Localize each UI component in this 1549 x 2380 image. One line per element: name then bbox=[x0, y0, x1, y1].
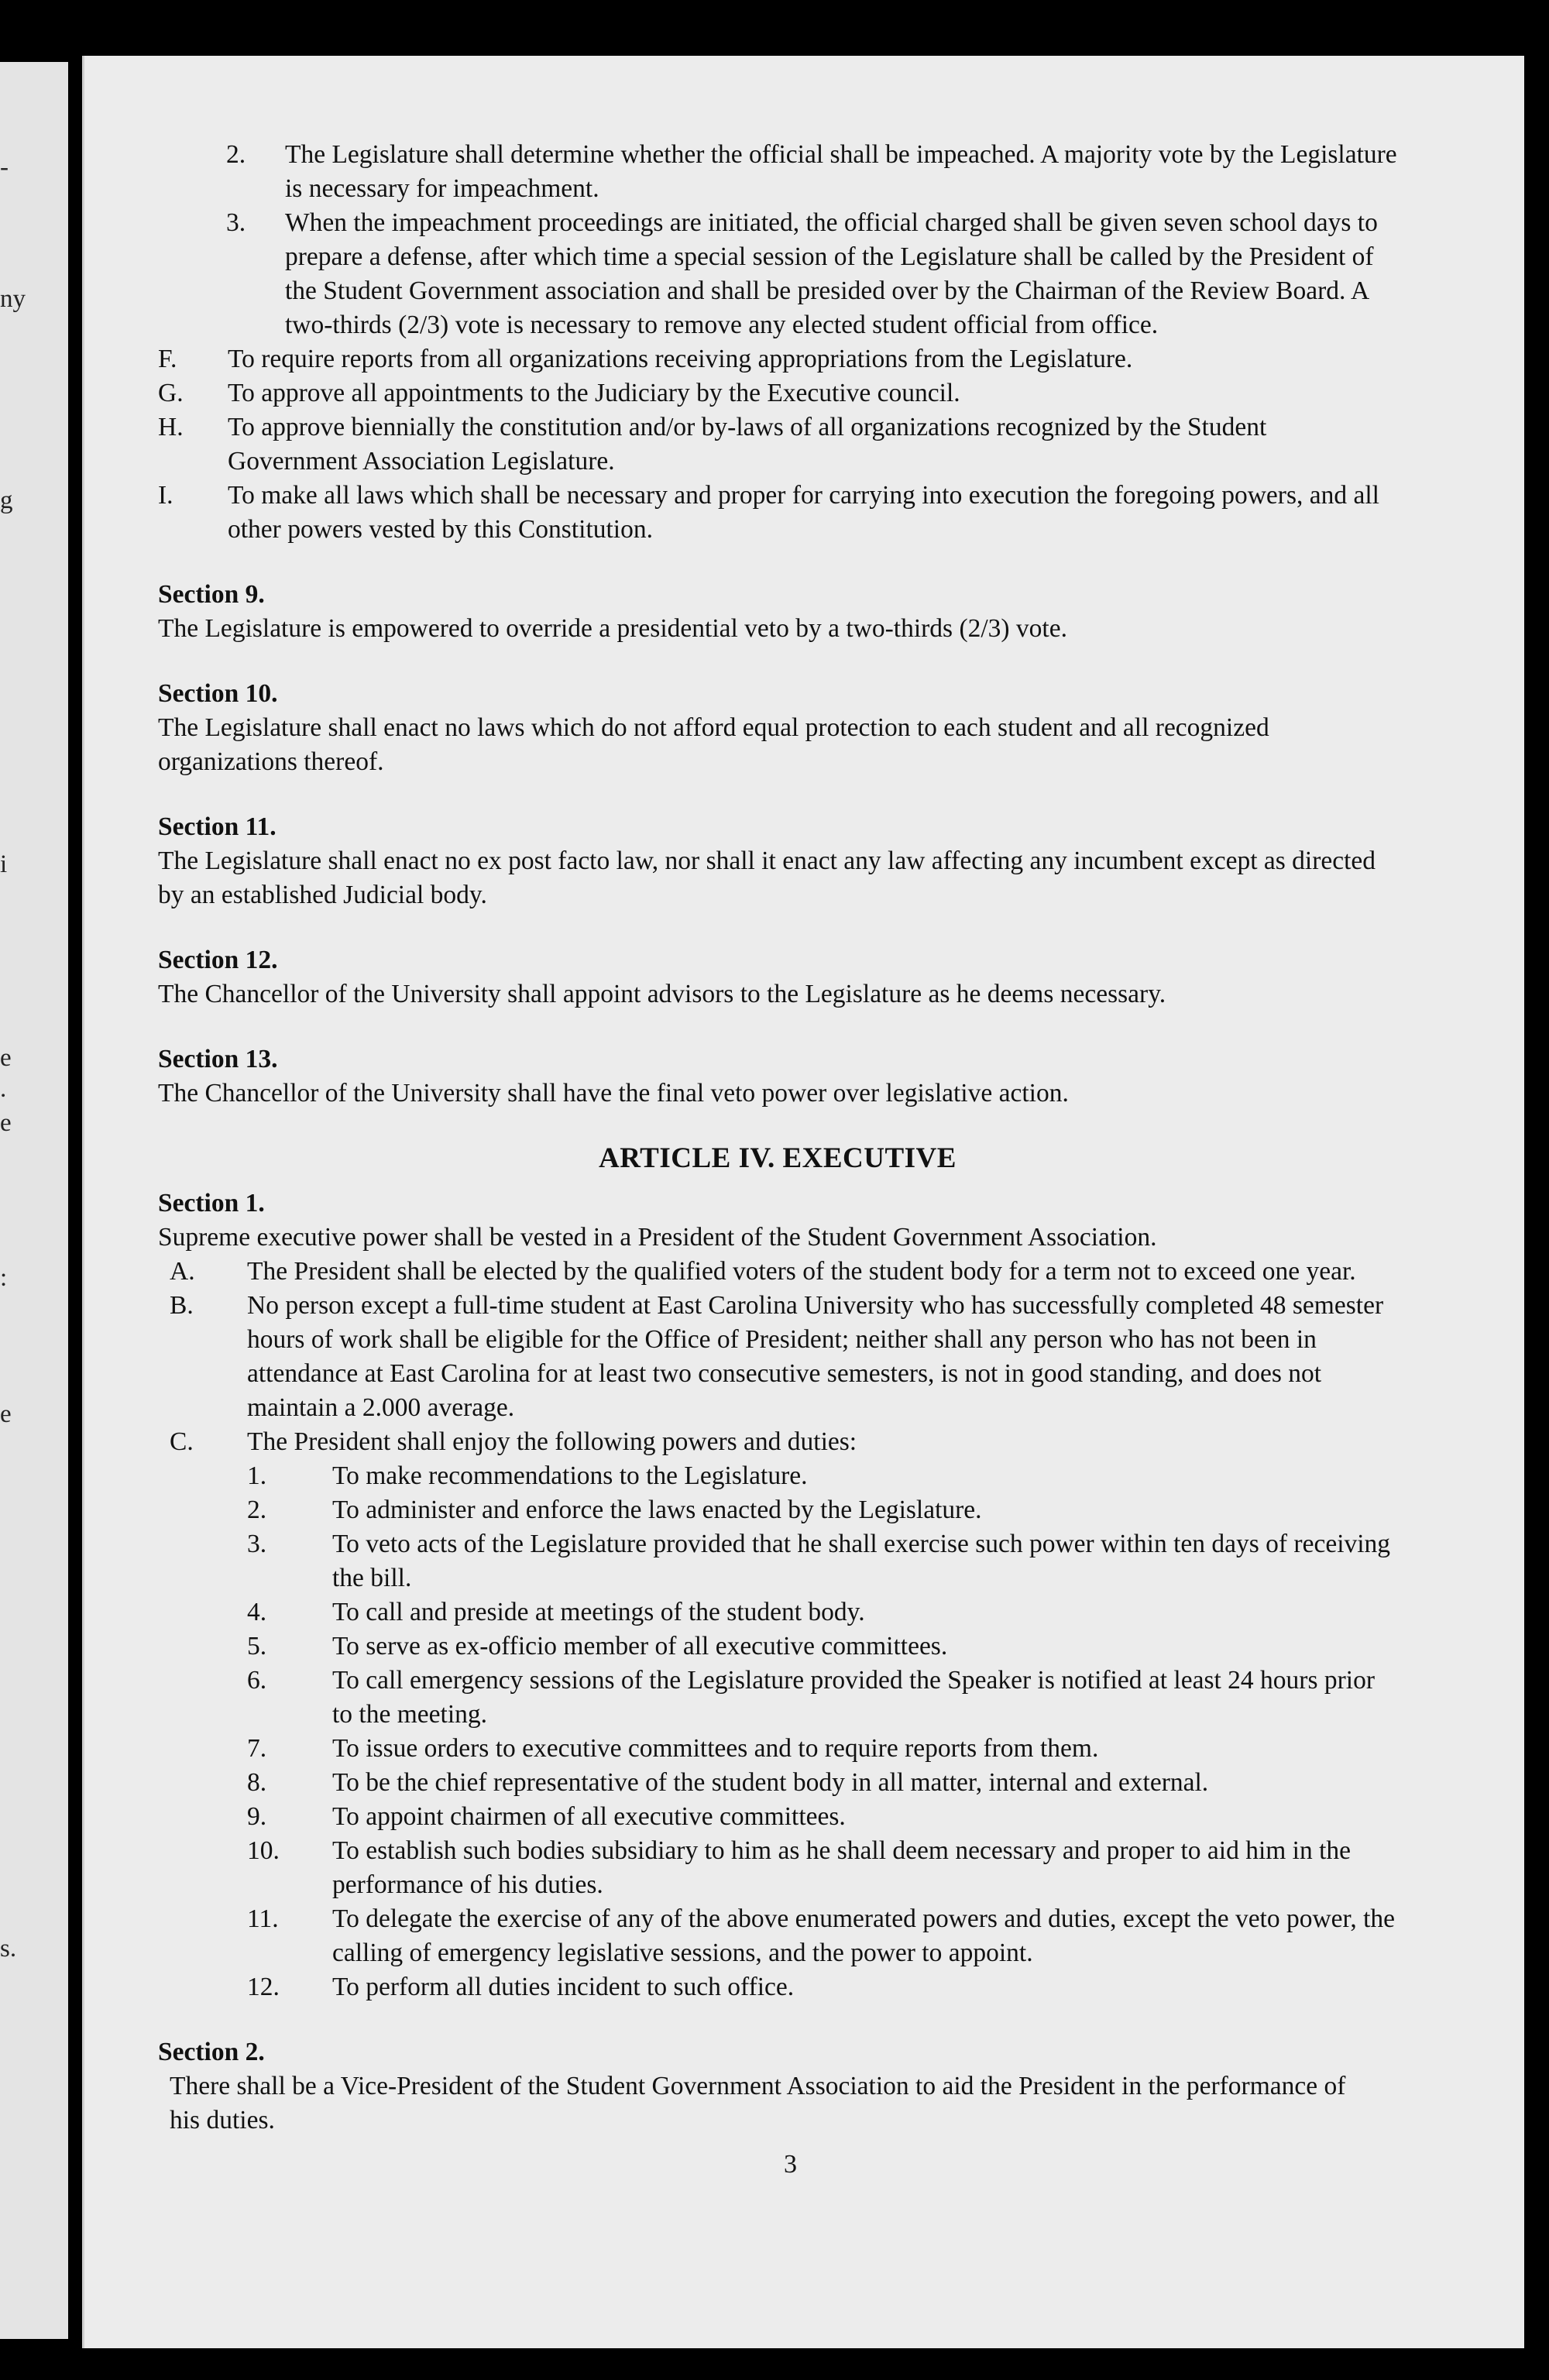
item-text: To approve all appointments to the Judiciary by the Executive council. bbox=[228, 379, 960, 407]
item-text: To call emergency sessions of the Legislature provided the Speaker is notified at least 24 hours prior to the meeting. bbox=[332, 1666, 1375, 1729]
prev-page-fragment: s. bbox=[0, 1935, 17, 1963]
section-heading: Section 10. bbox=[158, 679, 278, 708]
item-text: The President shall be elected by the qualified voters of the student body for a term not to exceed one year. bbox=[247, 1257, 1356, 1286]
list-item bbox=[158, 1255, 1397, 1289]
section-text: The Legislature is empowered to override a presidential veto by a two-thirds (2/3) vote. bbox=[158, 614, 1067, 643]
item-number: 11. bbox=[247, 1904, 279, 1933]
item-text: To make recommendations to the Legislature. bbox=[332, 1461, 808, 1490]
section-heading: Section 12. bbox=[158, 946, 278, 974]
item-number: 5. bbox=[247, 1632, 267, 1661]
item-number: 1. bbox=[247, 1461, 267, 1490]
item-number: 10. bbox=[247, 1836, 280, 1865]
previous-page-edge bbox=[0, 62, 68, 2339]
item-text: To serve as ex-officio member of all executive committees. bbox=[332, 1632, 948, 1661]
list-item bbox=[158, 1834, 1397, 1902]
list-item bbox=[158, 138, 1397, 206]
item-number: 4. bbox=[247, 1598, 267, 1626]
section-heading: Section 11. bbox=[158, 812, 276, 841]
item-letter: A. bbox=[170, 1257, 195, 1286]
prev-page-fragment: i bbox=[0, 850, 8, 878]
list-item bbox=[158, 1425, 1397, 1459]
item-text: To perform all duties incident to such office. bbox=[332, 1973, 795, 2001]
list-item bbox=[158, 1902, 1397, 1970]
prev-page-fragment: - bbox=[0, 153, 9, 181]
item-letter: H. bbox=[158, 413, 184, 441]
item-letter: I. bbox=[158, 481, 173, 510]
item-text: To call and preside at meetings of the student body. bbox=[332, 1598, 865, 1626]
item-number: 2. bbox=[247, 1496, 267, 1524]
page-number: 3 bbox=[784, 2150, 797, 2179]
list-item bbox=[158, 206, 1397, 342]
section-heading: Section 13. bbox=[158, 1045, 278, 1073]
list-item bbox=[158, 1800, 1397, 1834]
item-text: To be the chief representative of the student body in all matter, internal and external. bbox=[332, 1768, 1209, 1797]
page-content bbox=[158, 138, 1397, 2138]
list-item bbox=[158, 479, 1397, 547]
prev-page-fragment: g bbox=[0, 486, 13, 514]
item-text: To veto acts of the Legislature provided that he shall exercise such power within ten days of receiving the bill. bbox=[332, 1530, 1391, 1592]
list-item bbox=[158, 1595, 1397, 1630]
prev-page-fragment: . bbox=[0, 1075, 7, 1103]
item-text: To require reports from all organizations receiving appropriations from the Legislature. bbox=[228, 345, 1133, 373]
list-item bbox=[158, 1766, 1397, 1800]
item-letter: F. bbox=[158, 345, 177, 373]
item-number: 3. bbox=[226, 208, 246, 237]
prev-page-fragment: e bbox=[0, 1109, 12, 1137]
item-text: To issue orders to executive committees and to require reports from them. bbox=[332, 1734, 1099, 1763]
item-number: 9. bbox=[247, 1802, 267, 1831]
list-item bbox=[158, 1527, 1397, 1595]
list-item bbox=[158, 1630, 1397, 1664]
section-text: Supreme executive power shall be vested in a President of the Student Government Association. bbox=[158, 1223, 1157, 1252]
item-text: To establish such bodies subsidiary to him as he shall deem necessary and proper to aid him in the performance of his duties. bbox=[332, 1836, 1352, 1899]
item-letter: C. bbox=[170, 1427, 194, 1456]
section-text: The Chancellor of the University shall appoint advisors to the Legislature as he deems necessary. bbox=[158, 980, 1166, 1008]
list-item bbox=[158, 1493, 1397, 1527]
item-number: 6. bbox=[247, 1666, 267, 1695]
item-number: 12. bbox=[247, 1973, 280, 2001]
prev-page-fragment: : bbox=[0, 1264, 8, 1292]
article-heading: ARTICLE IV. EXECUTIVE bbox=[599, 1142, 957, 1174]
item-text: The Legislature shall determine whether the official shall be impeached. A majority vote by the Legislature is necessary for impeachment. bbox=[285, 140, 1397, 203]
list-item bbox=[158, 1459, 1397, 1493]
list-item bbox=[158, 342, 1397, 376]
item-text: No person except a full-time student at East Carolina University who has successfully completed 48 semester hours of work shall be eligible for the Office of President; neither shall any person who has not been in attendance at East Carolina for at least two consecutive semesters, is not in good standing, and does not maintain a 2.000 average. bbox=[247, 1291, 1384, 1422]
list-item bbox=[158, 1289, 1397, 1425]
item-number: 7. bbox=[247, 1734, 267, 1763]
prev-page-fragment: ny bbox=[0, 285, 26, 313]
list-item bbox=[158, 410, 1397, 479]
section-text: The Chancellor of the University shall have the final veto power over legislative action. bbox=[158, 1079, 1069, 1108]
list-item bbox=[158, 1970, 1397, 2004]
item-letter: G. bbox=[158, 379, 184, 407]
section-text: The Legislature shall enact no ex post facto law, nor shall it enact any law affecting any incumbent except as directed by an established Judicial body. bbox=[158, 847, 1376, 909]
item-number: 3. bbox=[247, 1530, 267, 1558]
section-heading: Section 1. bbox=[158, 1189, 265, 1217]
section-heading: Section 2. bbox=[158, 2038, 265, 2066]
item-text: To approve biennially the constitution and/or by-laws of all organizations recognized by the Student Government Association Legislature. bbox=[228, 413, 1267, 476]
list-item bbox=[158, 1732, 1397, 1766]
item-number: 2. bbox=[226, 140, 246, 169]
item-text: To delegate the exercise of any of the above enumerated powers and duties, except the veto power, the calling of emergency legislative sessions, and the power to appoint. bbox=[332, 1904, 1396, 1967]
prev-page-fragment: e bbox=[0, 1400, 12, 1428]
item-text: To make all laws which shall be necessary and proper for carrying into execution the foregoing powers, and all other powers vested by this Constitution. bbox=[228, 481, 1379, 544]
item-text: To appoint chairmen of all executive committees. bbox=[332, 1802, 846, 1831]
section-text: The Legislature shall enact no laws which do not afford equal protection to each student and all recognized organizations thereof. bbox=[158, 713, 1269, 776]
item-text: The President shall enjoy the following powers and duties: bbox=[247, 1427, 857, 1456]
item-text: When the impeachment proceedings are initiated, the official charged shall be given seven school days to prepare a defense, after which time a special session of the Legislature shall be called by the President of the Student Government association and shall be presided over by the Chairman of the Review Board. A two-thirds (2/3) vote is necessary to remove any elected student official from office. bbox=[285, 208, 1378, 339]
list-item bbox=[158, 376, 1397, 410]
item-number: 8. bbox=[247, 1768, 267, 1797]
prev-page-fragment: e bbox=[0, 1044, 12, 1072]
list-item bbox=[158, 1664, 1397, 1732]
item-letter: B. bbox=[170, 1291, 194, 1320]
section-heading: Section 9. bbox=[158, 580, 265, 609]
section-text: There shall be a Vice-President of the Student Government Association to aid the President in the performance of his duties. bbox=[170, 2072, 1346, 2134]
item-text: To administer and enforce the laws enacted by the Legislature. bbox=[332, 1496, 982, 1524]
